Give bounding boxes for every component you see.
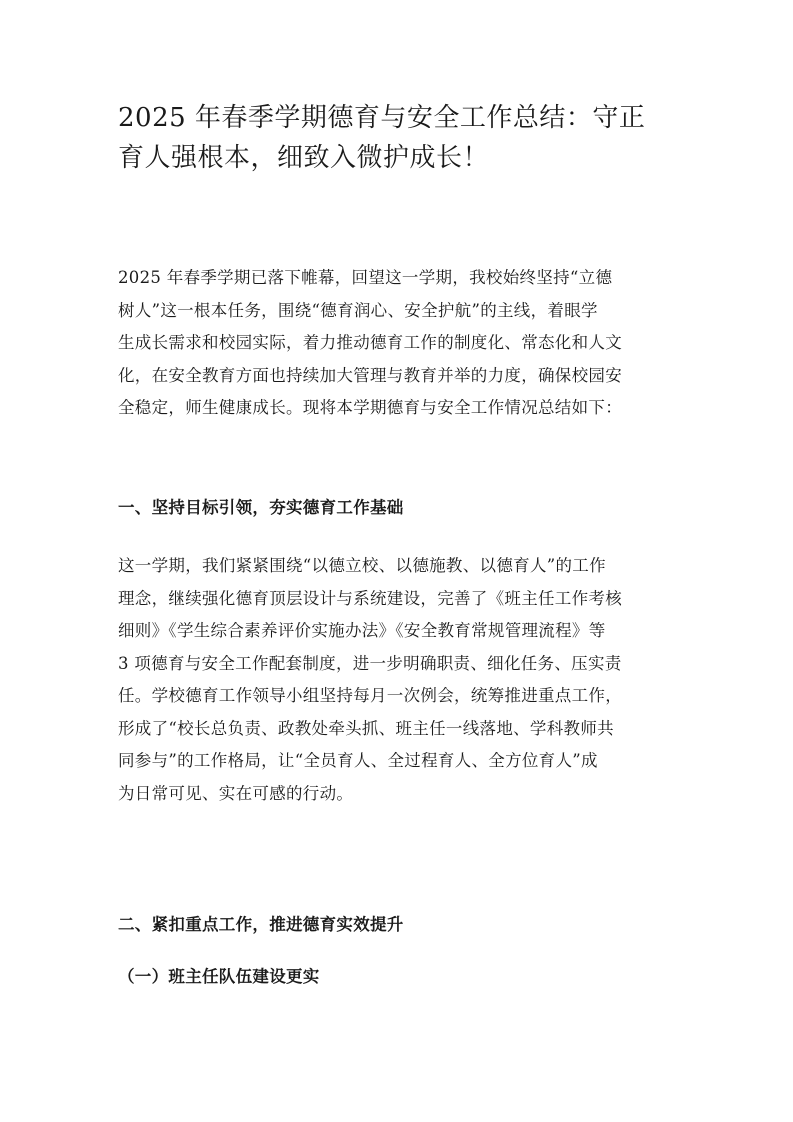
text-line: 3 项德育与安全工作配套制度，进一步明确职责、细化任务、压实责 — [118, 653, 622, 673]
document-title — [118, 98, 688, 178]
text-line: 形成了“校长总负责、政教处牵头抓、班主任一线落地、学科教师共 — [118, 718, 614, 738]
section-1-paragraph — [118, 550, 678, 810]
text-line: 同参与”的工作格局，让“全员育人、全过程育人、全方位育人”成 — [118, 751, 598, 770]
text-line: 2025 年春季学期已落下帷幕，回望这一学期，我校始终坚持“立德 — [118, 268, 613, 287]
text-line: 为日常可见、实在可感的行动。 — [118, 783, 354, 803]
text-line: 生成长需求和校园实际，着力推动德育工作的制度化、常态化和人文 — [118, 333, 622, 352]
text-line: 这一学期，我们紧紧围绕“以德立校、以德施教、以德育人”的工作 — [118, 556, 606, 575]
text-line: 全稳定，师生健康成长。现将本学期德育与安全工作情况总结如下： — [118, 398, 622, 417]
title-line: 2025 年春季学期德育与安全工作总结：守正 — [118, 103, 646, 133]
section-2-subheading: （一）班主任队伍建设更实 — [118, 967, 320, 986]
text-line: 理念，继续强化德育顶层设计与系统建设，完善了《班主任工作考核 — [118, 588, 622, 608]
text-line: 化，在安全教育方面也持续加大管理与教育并举的力度，确保校园安 — [118, 365, 622, 385]
text-line: 树人”这一根本任务，围绕“德育润心、安全护航”的主线，着眼学 — [118, 300, 598, 320]
section-2-heading: 二、紧扣重点工作，推进德育实效提升 — [118, 915, 404, 934]
text-line: 细则》《学生综合素养评价实施办法》《安全教育常规管理流程》等 — [118, 621, 606, 640]
section-1-heading: 一、坚持目标引领，夯实德育工作基础 — [118, 498, 404, 517]
text-line: 任。学校德育工作领导小组坚持每月一次例会，统筹推进重点工作， — [118, 686, 622, 705]
intro-paragraph — [118, 262, 678, 425]
title-line: 育人强根本，细致入微护成长！ — [118, 143, 490, 173]
